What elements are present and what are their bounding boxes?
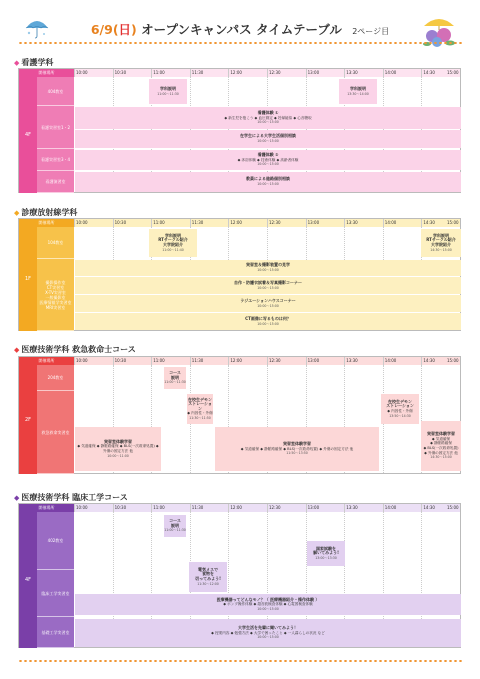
- time-header: 14:00: [383, 69, 422, 77]
- time-header: 14:00: [383, 357, 422, 365]
- event: 在校生デモン ストレーション ◆ 内因性・外傷 11:30～11:50: [187, 394, 213, 424]
- event: CT画像に写るものは何？ 10:00～15:00: [75, 313, 461, 330]
- time-header: 11:00: [151, 504, 190, 512]
- title-day: 日: [118, 22, 132, 37]
- time-header: 11:30: [190, 69, 229, 77]
- time-header: 13:00: [306, 504, 345, 512]
- event: 学科説明 RTサークル紹介 大学院紹介 11:00～11:40: [149, 229, 197, 257]
- time-header: 14:30: [421, 504, 460, 512]
- event: 実習室＆撮影装置の見学 10:00～15:00: [75, 260, 461, 276]
- time-header: 11:30: [190, 504, 229, 512]
- time-header: 13:30: [344, 357, 383, 365]
- event: 教員による進路個別相談 10:00～15:00: [75, 172, 461, 192]
- section-title-clinical: ◆ 医療技術学科 臨床工学コース: [14, 493, 128, 502]
- time-header: 11:00: [151, 219, 190, 227]
- time-header: 12:00: [228, 504, 267, 512]
- event: 学科説明 RTサークル紹介 大学院紹介 14:30～15:00: [421, 229, 461, 257]
- section-title-paramedic: ◆ 医療技術学科 救急救命士コース: [14, 345, 136, 354]
- footer-divider: [18, 660, 462, 662]
- time-header: 13:00: [306, 219, 345, 227]
- event: 学科説明 11:00～11:30: [149, 79, 187, 104]
- time-header: 13:00: [306, 69, 345, 77]
- time-header: 10:00: [74, 357, 113, 365]
- event: 在校生デモン ストレーション ◆ 内因性・外傷 13:50～14:30: [381, 394, 419, 424]
- event: 実習室体験学習 ◆ 気道確保 ◆ 静脈路確保 ◆ BLS(一次救命処置) ◆ 外傷の固定方法 他 11:50～13:50: [215, 427, 379, 471]
- time-header: 10:00: [74, 504, 113, 512]
- time-header: 11:00: [151, 69, 190, 77]
- time-header: 14:00: [383, 219, 422, 227]
- event: 電気メスで 食物を 切ってみよう! 11:30～12:00: [189, 562, 227, 592]
- time-header: 14:00: [383, 504, 422, 512]
- time-header: 13:30: [344, 69, 383, 77]
- event: 自作・防護衣試着＆写真撮影コーナー 10:00～15:00: [75, 277, 461, 294]
- section-title-nursing: ◆ 看護学科: [14, 58, 54, 67]
- time-header: 13:30: [344, 219, 383, 227]
- event: 実習室体験学習 ◆ 気道確保 ◆ 静脈路確保 ◆ BLS(一次救命処置) ◆ 外傷の固定方法 他 10:00～11:00: [75, 427, 161, 471]
- event: 医療機器ってどんなモノ？（ 医療機器紹介・操作体験 ） ◆ ポンプ操作体験 ◆ 超音波検査体験 ◆ 心電図検査体験 10:00～15:00: [75, 594, 461, 615]
- grid-nursing: 開催場所 10:00 10:30 11:00 11:30 12:00 12:30 13:00 13:30 14:00 14:30 15:00 4F 404教室 看護実習室1・2 看護実習室3・4 看護演習室 学科説明 11:00～11:30 学科説明 13:30～14:00 看護体験 ① ◆ 新生児を抱こう ◆ 血圧測定 ◆ 妊婦疑似 ◆ 心音聴取 10:00～15:00 在学生による大学生活個別相談 10:00～15:00 看護体験 ② ◆ 沐浴体験 ◆ 技術体験 ◆ 高齢者体験 10:00～15:00 教員による進路個別相談 10:00～15:00: [18, 68, 461, 193]
- event: 学科説明 13:30～14:00: [339, 79, 377, 104]
- section-title-radiology: ◆ 診療放射線学科: [14, 208, 78, 217]
- time-header: 12:00: [228, 219, 267, 227]
- time-header: 15:00: [447, 505, 459, 510]
- grid-radiology: 開催場所 10:00 10:30 11:00 11:30 12:00 12:30 13:00 13:30 14:00 14:30 15:00 1F 104教室 撮影操作室 CT実習室 X-TV実習室 一般撮影室 医療情報学実習室 MRI実習室 学科説明 RTサークル紹介 大学院紹介 11:00～11:40 学科説明 RTサークル紹介 大学院紹介 14:30～15:00 実習室＆撮影装置の見学 10:00～15:00 自作・防護衣試着＆写真撮影コーナー 10:00～15:00 ラジエーションハウスコーナー 10:00～15:00 CT画像に写るものは何？ 10:00～15:00: [18, 218, 461, 331]
- title-divider: [18, 42, 462, 44]
- page-number: 2ページ目: [352, 27, 390, 36]
- time-header: 14:30: [421, 357, 460, 365]
- event: 大学生活を先輩に聞いてみよう！ ◆ 授業内容 ◆ 勉強方法 ◆ 大学で困ったこと ◆ 一人暮らしの状況 など 10:00～15:00: [75, 619, 461, 647]
- time-header: 10:00: [74, 219, 113, 227]
- room-radiology-labs: 撮影操作室 CT実習室 X-TV実習室 一般撮影室 医療情報学実習室 MRI実習室: [37, 259, 74, 331]
- time-header: 13:30: [344, 504, 383, 512]
- time-header: 10:00: [74, 69, 113, 77]
- title-text: オープンキャンパス タイムテーブル: [141, 22, 342, 37]
- time-header: 13:00: [306, 357, 345, 365]
- time-header: 10:30: [113, 219, 152, 227]
- time-header: 14:30: [421, 69, 460, 77]
- time-header: 15:00: [447, 220, 459, 225]
- event: 実習室体験学習 ◆ 気道確保 ◆ 静脈路確保 ◆ BLS(一次救命処置) ◆ 外傷の固定方法 他 14:30～15:00: [421, 421, 461, 471]
- time-header: 11:30: [190, 357, 229, 365]
- time-header: 10:30: [113, 357, 152, 365]
- time-header: 11:00: [151, 357, 190, 365]
- time-header: 10:30: [113, 69, 152, 77]
- time-header: 14:30: [421, 219, 460, 227]
- time-header: 12:00: [228, 357, 267, 365]
- grid-paramedic: 開催場所 10:00 10:30 11:00 11:30 12:00 12:30 13:00 13:30 14:00 14:30 15:00 2F 204教室 救急救命実習室 コース 説明 11:00～11:30 在校生デモン ストレーション ◆ 内因性・外傷 11:30～11:50 在校生デモン ストレーション ◆ 内因性・外傷 13:50～14:30 実習室体験学習 ◆ 気道確保 ◆ 静脈路確保 ◆ BLS(一次救命処置) ◆ 外傷の固定方法 他 10:00～11:00 実習室体験学習 ◆ 気道確保 ◆ 静脈路確保 ◆ BLS(一次救命処置) ◆ 外傷の固定方法 他 11:50～13:50 実習室体験学習 ◆ 気道確保 ◆ 静脈路確保 ◆ BLS(一次救命処置) ◆ 外傷の固定方法 他 14:30～15:00: [18, 356, 461, 474]
- event: 国家試験を 解いてみよう! 13:00～13:30: [307, 541, 345, 566]
- time-header: 15:00: [447, 358, 459, 363]
- time-header: 12:30: [267, 219, 306, 227]
- grid-clinical: 開催場所 10:00 10:30 11:00 11:30 12:00 12:30 13:00 13:30 14:00 14:30 15:00 4F 402教室 臨床工学実習室 基礎工学実習室 コース 説明 11:00～11:30 国家試験を 解いてみよう! 13:00～13:30 電気メスで 食物を 切ってみよう! 11:30～12:00 医療機器ってどんなモノ？（ 医療機器紹介・操作体験 ） ◆ ポンプ操作体験 ◆ 超音波検査体験 ◆ 心電図検査体験 10:00～15:00 大学生活を先輩に聞いてみよう！ ◆ 授業内容 ◆ 勉強方法 ◆ 大学で困ったこと ◆ 一人暮らしの状況 など 10:00～15:00: [18, 503, 461, 648]
- time-header: 12:30: [267, 357, 306, 365]
- event: 看護体験 ② ◆ 沐浴体験 ◆ 技術体験 ◆ 高齢者体験 10:00～15:00: [75, 150, 461, 170]
- event: コース 説明 11:00～11:30: [164, 367, 186, 389]
- time-header: 11:30: [190, 219, 229, 227]
- time-header: 12:30: [267, 504, 306, 512]
- event: 看護体験 ① ◆ 新生児を抱こう ◆ 血圧測定 ◆ 妊婦疑似 ◆ 心音聴取 10:00～15:00: [75, 107, 461, 129]
- page-title: 6/9(日) オープンキャンパス タイムテーブル 2ページ目: [90, 22, 390, 37]
- event: コース 説明 11:00～11:30: [164, 515, 186, 537]
- event: ラジエーションハウスコーナー 10:00～15:00: [75, 295, 461, 312]
- time-header: 10:30: [113, 504, 152, 512]
- time-header: 12:00: [228, 69, 267, 77]
- title-date: 6/9: [90, 22, 113, 37]
- time-header: 12:30: [267, 69, 306, 77]
- event: 在学生による大学生活個別相談 10:00～15:00: [75, 130, 461, 148]
- time-header: 15:00: [447, 70, 459, 75]
